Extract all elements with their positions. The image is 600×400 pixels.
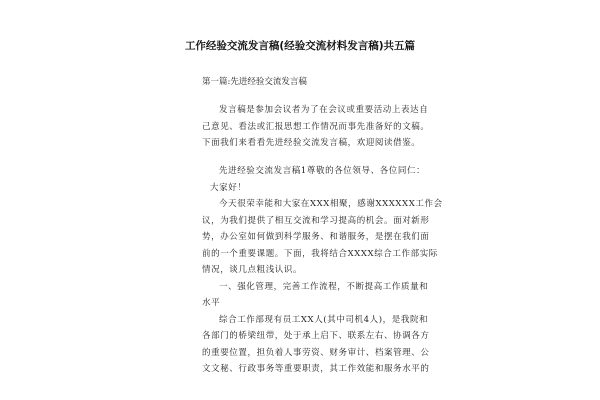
greeting-line: 大家好！: [210, 182, 247, 193]
intro-paragraph: [202, 102, 430, 152]
text-line: 前的一个重要课题。下面，我将结合XXXX综合工作部实际: [202, 248, 438, 259]
text-line: 发言稿是参加会议者为了在会议或重要活动上表达自: [219, 105, 429, 115]
text-line: 己意见、看法或汇报思想工作情况而事先准备好的文稿。: [202, 121, 430, 132]
text-line: 下面我们来看看先进经验交流发言稿，欢迎阅读借鉴。: [202, 138, 421, 148]
text-line: 的重要位置，担负着人事劳资、财务审计、档案管理、公: [202, 347, 430, 358]
subheading-line: 水平: [202, 298, 221, 308]
text-line: 各部门的桥梁纽带，处于承上启下、联系左右、协调各方: [202, 331, 430, 341]
section-heading: 第一篇:先进经验交流发言稿: [202, 77, 307, 87]
text-line: 先进经验交流发言稿1尊敬的各位领导、各位同仁：: [219, 166, 426, 176]
text-line: 情况，谈几点粗浅认识。: [202, 265, 303, 275]
document-title: 工作经验交流发言稿(经验交流材料发言稿)共五篇: [184, 40, 416, 52]
text-line: 议，为我们提供了相互交流和学习提高的机会。面对新形: [202, 215, 430, 226]
subheading-line: 一、强化管理，完善工作流程，不断提高工作质量和: [219, 281, 429, 292]
speech-body: [202, 163, 443, 378]
text-line: 综合工作部现有员工XX人(其中司机4人)，是我院和: [219, 314, 429, 325]
text-line: 势，办公室如何做到科学服务、和谐服务，是摆在我们面: [202, 232, 430, 242]
text-line: 今天很荣幸能和大家在XXX相聚，感谢XXXXXX工作会: [219, 199, 443, 209]
text-line: 文文秘、行政事务等重要职责，其工作效能和服务水平的: [202, 364, 430, 374]
